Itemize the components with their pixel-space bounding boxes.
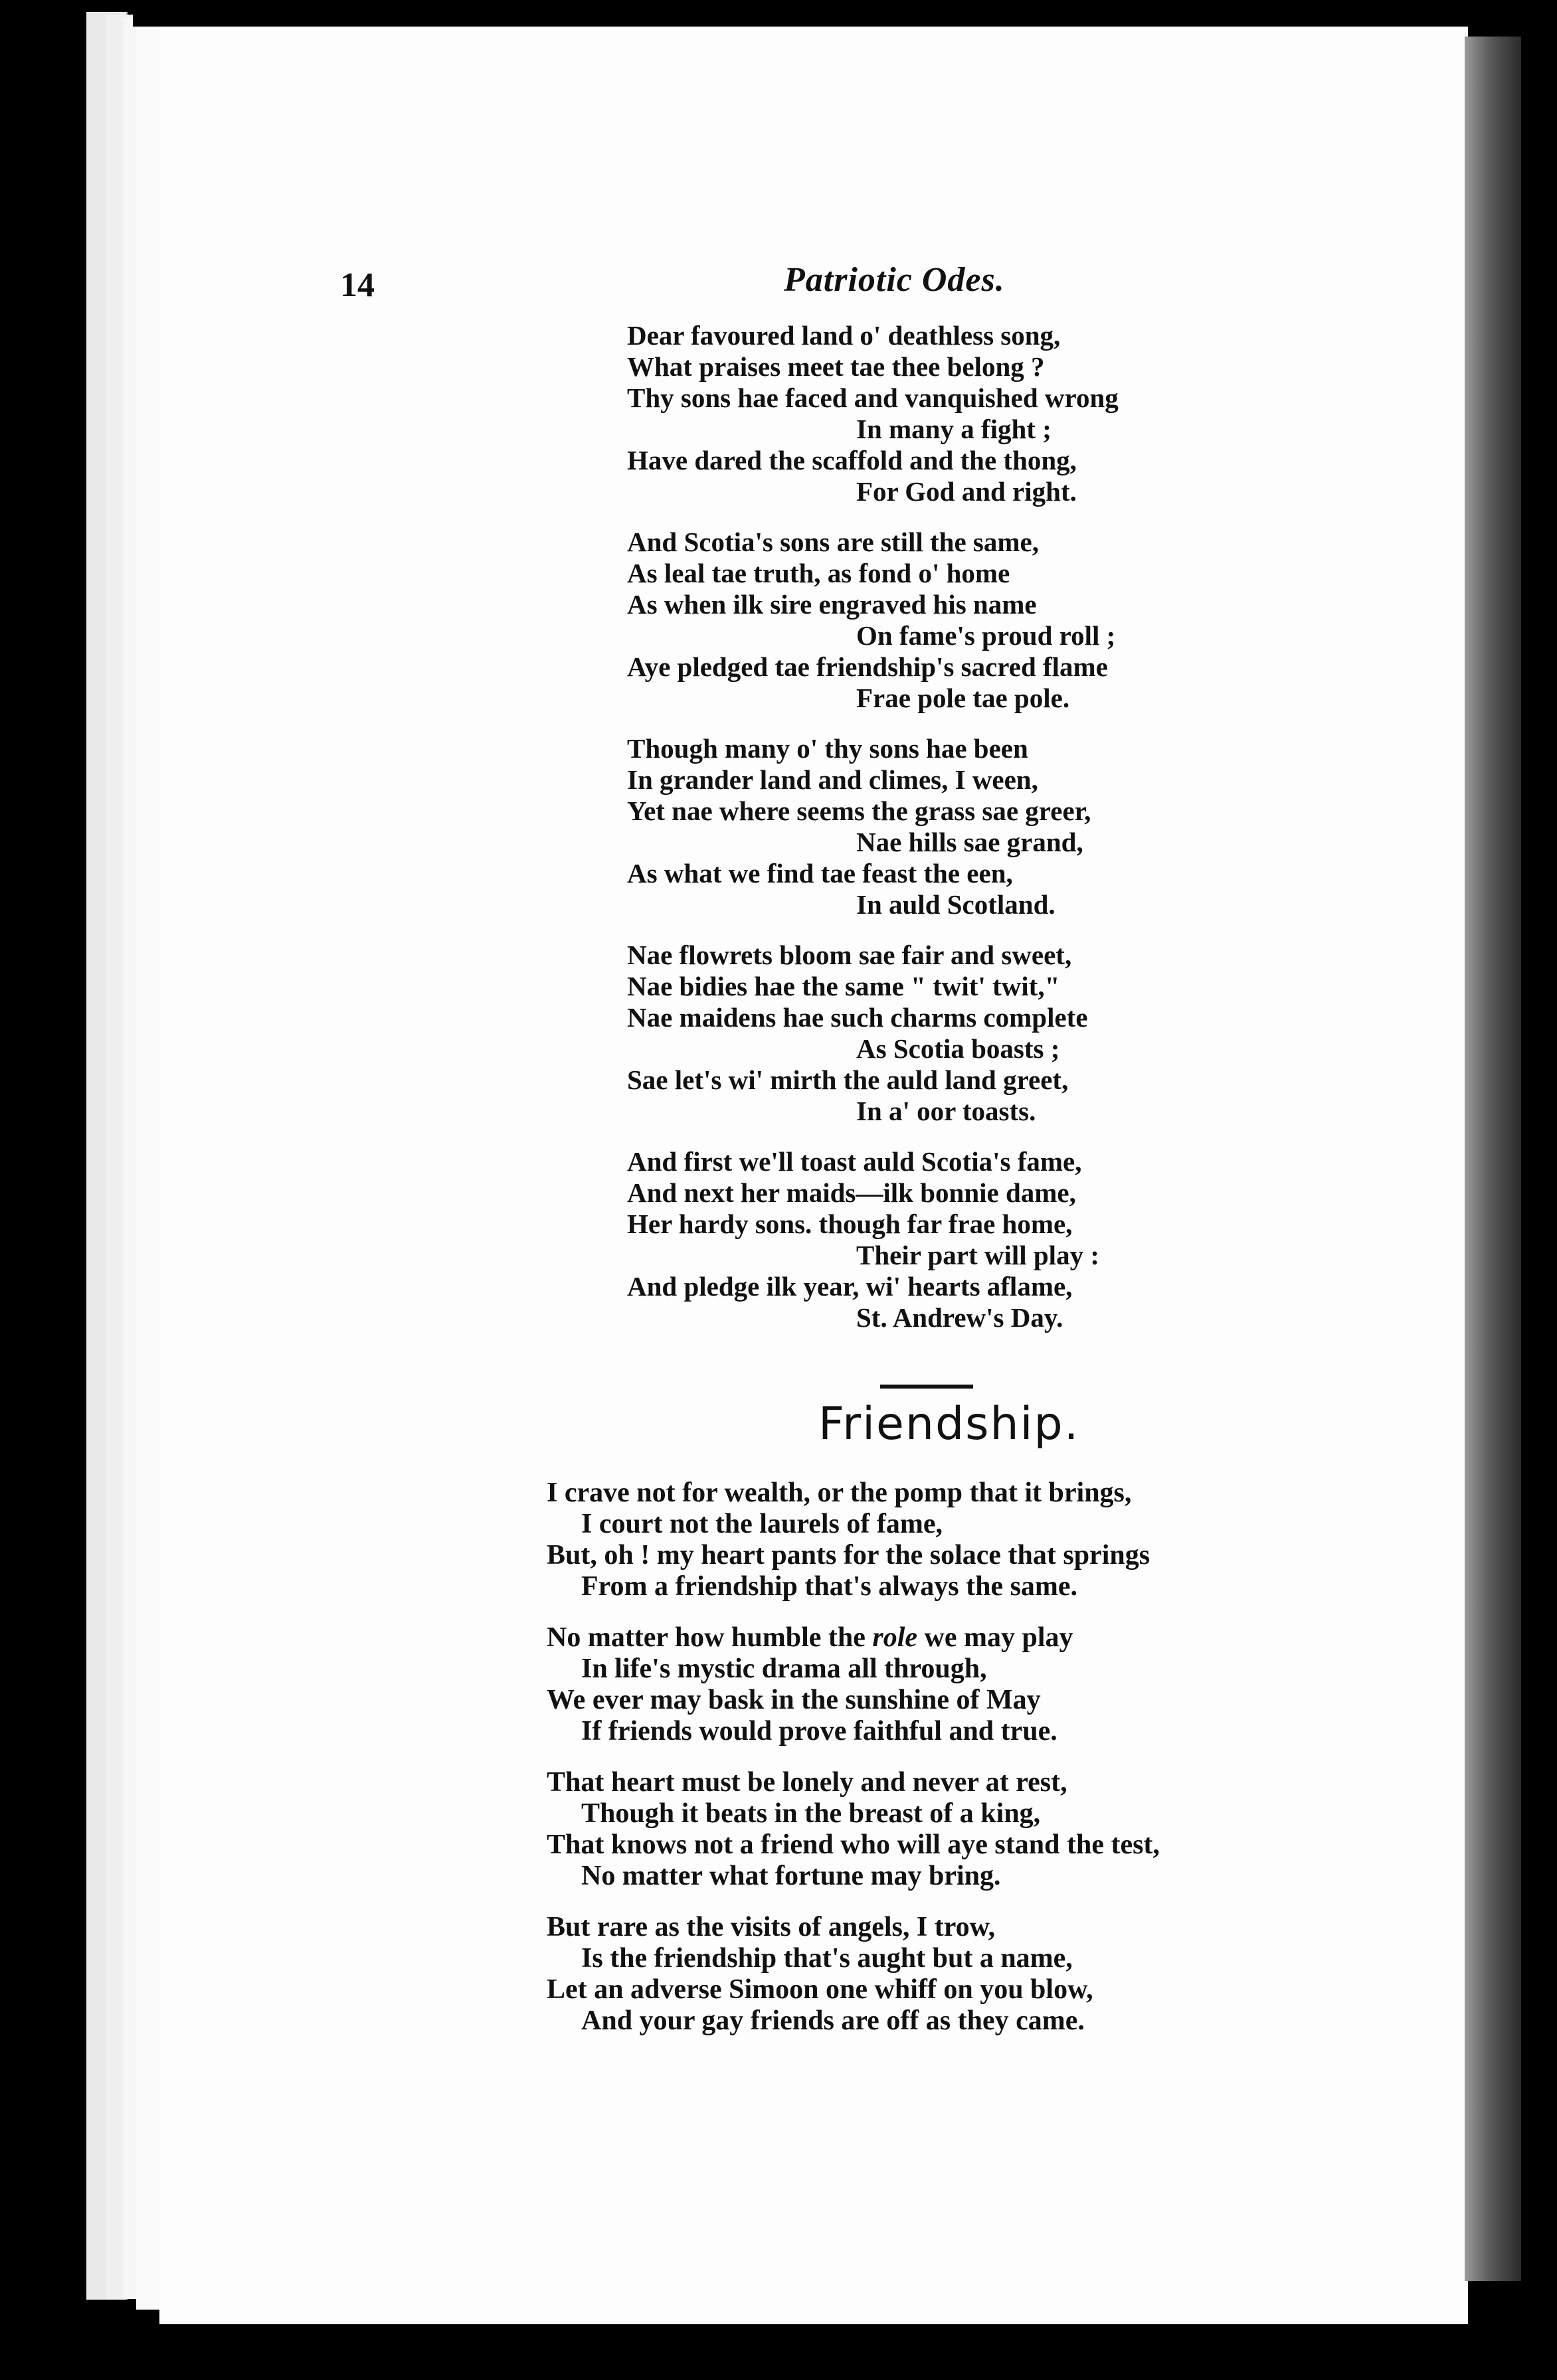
stanza	[547, 1478, 1160, 1602]
friendship-poem	[547, 1478, 1160, 2057]
poem-line: I court not the laurels of fame,	[581, 1509, 943, 1539]
ode-poem	[627, 320, 1119, 1353]
poem-line: In a' oor toasts.	[856, 1096, 1036, 1126]
poem-line: Frae pole tae pole.	[856, 683, 1070, 713]
poem-line: Her hardy sons. though far frae home,	[627, 1209, 1073, 1239]
poem-line: Nae flowrets bloom sae fair and sweet,	[627, 940, 1072, 970]
poem-line: In auld Scotland.	[856, 889, 1055, 920]
poem-line: Sae let's wi' mirth the auld land greet,	[627, 1064, 1069, 1095]
section-divider	[880, 1385, 973, 1389]
page-gutter-shadow	[1465, 37, 1521, 2281]
stanza	[547, 1767, 1160, 1892]
poem-line: As Scotia boasts ;	[856, 1033, 1060, 1064]
poem-line: No matter how humble the role we may play	[547, 1622, 1073, 1653]
stanza	[627, 940, 1119, 1127]
poem-line: Yet nae where seems the grass sae greer,	[627, 796, 1091, 826]
poem-line: That knows not a friend who will aye stand the test,	[547, 1829, 1160, 1860]
poem-line: And next her maids—ilk bonnie dame,	[627, 1177, 1076, 1208]
page-number: 14	[340, 266, 375, 304]
poem-line: As leal tae truth, as fond o' home	[627, 558, 1010, 588]
poem-line: From a friendship that's always the same.	[581, 1571, 1078, 1602]
poem-line: Their part will play :	[856, 1240, 1099, 1270]
stanza	[627, 527, 1119, 714]
stanza	[547, 1622, 1160, 1747]
poem-line: What praises meet tae thee belong ?	[627, 351, 1045, 382]
stanza	[627, 733, 1119, 920]
poem-line: Dear favoured land o' deathless song,	[627, 320, 1061, 351]
poem-line: We ever may bask in the sunshine of May	[547, 1685, 1041, 1715]
poem-line: As what we find tae feast the een,	[627, 858, 1013, 889]
poem-line: But, oh ! my heart pants for the solace that springs	[547, 1540, 1150, 1571]
stanza	[627, 320, 1119, 507]
stanza	[627, 1146, 1119, 1333]
poem-line: And your gay friends are off as they came.	[581, 2005, 1085, 2036]
poem-line: Nae hills sae grand,	[856, 827, 1083, 857]
poem-line: That heart must be lonely and never at rest,	[547, 1767, 1067, 1798]
poem-line: Though many o' thy sons hae been	[627, 733, 1028, 764]
poem-line: St. Andrew's Day.	[856, 1302, 1063, 1333]
poem-line: Nae maidens hae such charms complete	[627, 1002, 1088, 1033]
poem-line: Have dared the scaffold and the thong,	[627, 445, 1077, 475]
poem-line: No matter what fortune may bring.	[581, 1861, 1001, 1891]
poem-line: Though it beats in the breast of a king,	[581, 1798, 1041, 1829]
poem-line: Is the friendship that's aught but a name,	[581, 1943, 1073, 1974]
running-header: Patriotic Odes.	[784, 261, 1005, 299]
poem-line: In life's mystic drama all through,	[581, 1654, 987, 1684]
poem-line: If friends would prove faithful and true.	[581, 1716, 1057, 1746]
poem-line: But rare as the visits of angels, I trow,	[547, 1912, 996, 1942]
poem-line: In grander land and climes, I ween,	[627, 764, 1038, 795]
poem-line: On fame's proud roll ;	[856, 620, 1116, 651]
poem-title: Friendship.	[818, 1398, 1080, 1450]
poem-line: I crave not for wealth, or the pomp that it brings,	[547, 1478, 1132, 1508]
poem-line: Thy sons hae faced and vanquished wrong	[627, 382, 1119, 413]
poem-line: And pledge ilk year, wi' hearts aflame,	[627, 1271, 1073, 1302]
poem-line: Nae bidies hae the same " twit' twit,"	[627, 971, 1060, 1001]
poem-line: Let an adverse Simoon one whiff on you blow,	[547, 1974, 1093, 2005]
poem-line: For God and right.	[856, 476, 1077, 507]
poem-line: In many a fight ;	[856, 414, 1052, 444]
poem-line: And Scotia's sons are still the same,	[627, 527, 1039, 557]
top-border	[133, 0, 1557, 27]
poem-line: And first we'll toast auld Scotia's fame,	[627, 1146, 1082, 1177]
stanza	[547, 1912, 1160, 2037]
poem-line: As when ilk sire engraved his name	[627, 589, 1037, 620]
poem-line: Aye pledged tae friendship's sacred flame	[627, 651, 1108, 682]
